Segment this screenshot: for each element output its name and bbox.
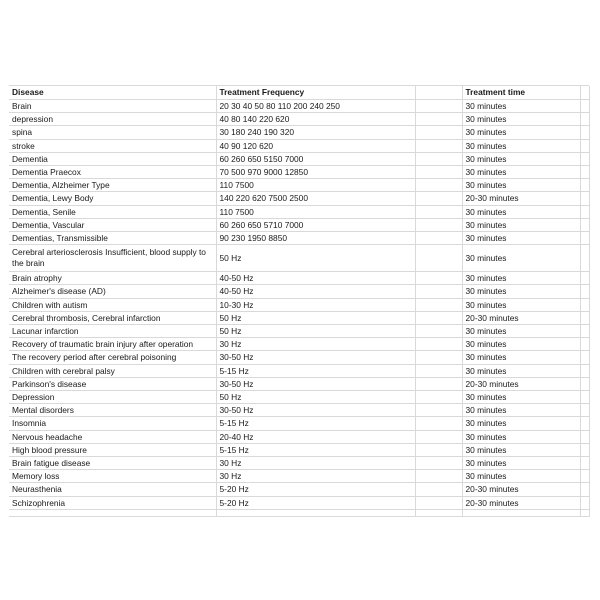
table-row bbox=[9, 113, 589, 126]
frequency-cell[interactable]: 20-40 Hz bbox=[216, 430, 415, 443]
disease-cell[interactable]: Alzheimer's disease (AD) bbox=[9, 285, 216, 298]
frequency-cell[interactable]: 30-50 Hz bbox=[216, 377, 415, 390]
frequency-cell[interactable]: 5-20 Hz bbox=[216, 496, 415, 509]
table-row bbox=[9, 192, 589, 205]
disease-cell[interactable]: Neurasthenia bbox=[9, 483, 216, 496]
tail-cell[interactable] bbox=[580, 470, 589, 483]
header-disease[interactable]: Disease bbox=[9, 86, 216, 100]
empty-cell[interactable] bbox=[415, 166, 462, 179]
frequency-cell[interactable]: 30 Hz bbox=[216, 457, 415, 470]
disease-cell[interactable]: High blood pressure bbox=[9, 443, 216, 456]
header-treatment-frequency[interactable]: Treatment Frequency bbox=[216, 86, 415, 100]
spreadsheet bbox=[9, 85, 589, 517]
time-cell[interactable]: 20-30 minutes bbox=[462, 377, 580, 390]
frequency-cell[interactable]: 40-50 Hz bbox=[216, 272, 415, 285]
table-row bbox=[9, 470, 589, 483]
table-row bbox=[9, 404, 589, 417]
frequency-cell[interactable]: 5-15 Hz bbox=[216, 364, 415, 377]
empty-cell[interactable] bbox=[415, 298, 462, 311]
tail-cell[interactable] bbox=[580, 404, 589, 417]
tail-cell[interactable] bbox=[580, 192, 589, 205]
empty-cell[interactable] bbox=[415, 364, 462, 377]
frequency-cell[interactable]: 30-50 Hz bbox=[216, 404, 415, 417]
disease-cell[interactable]: Insomnia bbox=[9, 417, 216, 430]
time-cell[interactable]: 20-30 minutes bbox=[462, 192, 580, 205]
empty-cell[interactable] bbox=[580, 509, 589, 516]
empty-cell[interactable] bbox=[415, 139, 462, 152]
empty-cell[interactable] bbox=[216, 509, 415, 516]
time-cell[interactable]: 30 minutes bbox=[462, 470, 580, 483]
frequency-cell[interactable]: 50 Hz bbox=[216, 325, 415, 338]
frequency-cell[interactable]: 50 Hz bbox=[216, 391, 415, 404]
table-row bbox=[9, 457, 589, 470]
tail-cell[interactable] bbox=[580, 338, 589, 351]
table-row bbox=[9, 218, 589, 231]
tail-cell[interactable] bbox=[580, 139, 589, 152]
tail-cell[interactable] bbox=[580, 205, 589, 218]
frequency-cell[interactable]: 30-50 Hz bbox=[216, 351, 415, 364]
time-cell[interactable]: 30 minutes bbox=[462, 166, 580, 179]
empty-cell[interactable] bbox=[415, 404, 462, 417]
disease-cell[interactable]: Parkinson's disease bbox=[9, 377, 216, 390]
empty-cell[interactable] bbox=[415, 126, 462, 139]
time-cell[interactable]: 30 minutes bbox=[462, 285, 580, 298]
frequency-cell[interactable]: 50 Hz bbox=[216, 245, 415, 272]
table-row bbox=[9, 377, 589, 390]
table-row bbox=[9, 179, 589, 192]
disease-cell[interactable]: Lacunar infarction bbox=[9, 325, 216, 338]
empty-cell[interactable] bbox=[415, 205, 462, 218]
time-cell[interactable]: 30 minutes bbox=[462, 218, 580, 231]
frequency-cell[interactable]: 5-15 Hz bbox=[216, 417, 415, 430]
disease-cell[interactable]: Dementia, Lewy Body bbox=[9, 192, 216, 205]
frequency-cell[interactable]: 40-50 Hz bbox=[216, 285, 415, 298]
time-cell[interactable]: 20-30 minutes bbox=[462, 311, 580, 324]
disease-cell[interactable]: Brain bbox=[9, 100, 216, 113]
empty-cell[interactable] bbox=[415, 430, 462, 443]
empty-cell[interactable] bbox=[415, 179, 462, 192]
frequency-cell[interactable]: 20 30 40 50 80 110 200 240 250 bbox=[216, 100, 415, 113]
table-body bbox=[9, 100, 589, 517]
frequency-cell[interactable]: 110 7500 bbox=[216, 179, 415, 192]
tail-cell[interactable] bbox=[580, 351, 589, 364]
table-row bbox=[9, 205, 589, 218]
disease-cell[interactable]: Memory loss bbox=[9, 470, 216, 483]
table-row bbox=[9, 364, 589, 377]
disease-cell[interactable]: Dementias, Transmissible bbox=[9, 232, 216, 245]
time-cell[interactable]: 30 minutes bbox=[462, 232, 580, 245]
time-cell[interactable]: 30 minutes bbox=[462, 100, 580, 113]
table-row bbox=[9, 152, 589, 165]
tail-cell[interactable] bbox=[580, 311, 589, 324]
time-cell[interactable]: 30 minutes bbox=[462, 245, 580, 272]
frequency-cell[interactable]: 40 80 140 220 620 bbox=[216, 113, 415, 126]
disease-cell[interactable]: Brain fatigue disease bbox=[9, 457, 216, 470]
table-row bbox=[9, 443, 589, 456]
header-treatment-time[interactable]: Treatment time bbox=[462, 86, 580, 100]
time-cell[interactable]: 30 minutes bbox=[462, 338, 580, 351]
empty-cell[interactable] bbox=[415, 325, 462, 338]
table-row bbox=[9, 351, 589, 364]
table-row bbox=[9, 391, 589, 404]
frequency-cell[interactable]: 140 220 620 7500 2500 bbox=[216, 192, 415, 205]
table-row bbox=[9, 126, 589, 139]
frequency-cell[interactable]: 10-30 Hz bbox=[216, 298, 415, 311]
time-cell[interactable]: 30 minutes bbox=[462, 404, 580, 417]
disease-cell[interactable]: stroke bbox=[9, 139, 216, 152]
disease-cell[interactable]: Dementia, Vascular bbox=[9, 218, 216, 231]
table-row bbox=[9, 417, 589, 430]
time-cell[interactable]: 30 minutes bbox=[462, 417, 580, 430]
disease-cell[interactable]: Depression bbox=[9, 391, 216, 404]
table-row bbox=[9, 272, 589, 285]
time-cell[interactable]: 30 minutes bbox=[462, 391, 580, 404]
time-cell[interactable]: 30 minutes bbox=[462, 113, 580, 126]
tail-cell[interactable] bbox=[580, 377, 589, 390]
table-row bbox=[9, 232, 589, 245]
disease-cell[interactable]: Schizophrenia bbox=[9, 496, 216, 509]
table-row bbox=[9, 496, 589, 509]
disease-cell[interactable]: Cerebral arteriosclerosis Insufficient, blood supply to the brain bbox=[9, 245, 216, 272]
tail-cell[interactable] bbox=[580, 325, 589, 338]
time-cell[interactable]: 30 minutes bbox=[462, 364, 580, 377]
empty-cell[interactable] bbox=[415, 338, 462, 351]
disease-cell[interactable]: spina bbox=[9, 126, 216, 139]
table-row bbox=[9, 100, 589, 113]
empty-cell[interactable] bbox=[415, 443, 462, 456]
time-cell[interactable]: 30 minutes bbox=[462, 179, 580, 192]
empty-cell[interactable] bbox=[415, 311, 462, 324]
time-cell[interactable]: 30 minutes bbox=[462, 430, 580, 443]
empty-cell[interactable] bbox=[415, 272, 462, 285]
frequency-cell[interactable]: 30 180 240 190 320 bbox=[216, 126, 415, 139]
table-row bbox=[9, 483, 589, 496]
frequency-cell[interactable]: 90 230 1950 8850 bbox=[216, 232, 415, 245]
table-row bbox=[9, 139, 589, 152]
empty-cell[interactable] bbox=[9, 509, 216, 516]
frequency-cell[interactable]: 60 260 650 5710 7000 bbox=[216, 218, 415, 231]
table-row bbox=[9, 245, 589, 272]
tail-cell[interactable] bbox=[580, 166, 589, 179]
time-cell[interactable]: 30 minutes bbox=[462, 205, 580, 218]
disease-cell[interactable]: Children with autism bbox=[9, 298, 216, 311]
disease-cell[interactable]: Dementia, Senile bbox=[9, 205, 216, 218]
empty-cell[interactable] bbox=[415, 509, 462, 516]
empty-cell[interactable] bbox=[415, 245, 462, 272]
tail-cell[interactable] bbox=[580, 483, 589, 496]
table-row bbox=[9, 166, 589, 179]
disease-cell[interactable]: Children with cerebral palsy bbox=[9, 364, 216, 377]
table-row bbox=[9, 430, 589, 443]
header-empty-cell[interactable] bbox=[415, 86, 462, 100]
frequency-cell[interactable]: 70 500 970 9000 12850 bbox=[216, 166, 415, 179]
empty-cell[interactable] bbox=[415, 391, 462, 404]
table-row bbox=[9, 311, 589, 324]
tail-cell[interactable] bbox=[580, 391, 589, 404]
empty-cell[interactable] bbox=[415, 417, 462, 430]
frequency-cell[interactable]: 5-15 Hz bbox=[216, 443, 415, 456]
time-cell[interactable]: 30 minutes bbox=[462, 152, 580, 165]
time-cell[interactable]: 30 minutes bbox=[462, 126, 580, 139]
tail-cell[interactable] bbox=[580, 430, 589, 443]
disease-cell[interactable]: The recovery period after cerebral poisoning bbox=[9, 351, 216, 364]
tail-cell[interactable] bbox=[580, 443, 589, 456]
time-cell[interactable]: 20-30 minutes bbox=[462, 496, 580, 509]
empty-cell[interactable] bbox=[415, 457, 462, 470]
time-cell[interactable]: 30 minutes bbox=[462, 351, 580, 364]
header-row bbox=[9, 86, 589, 100]
tail-cell[interactable] bbox=[580, 232, 589, 245]
frequency-cell[interactable]: 40 90 120 620 bbox=[216, 139, 415, 152]
disease-cell[interactable]: Dementia, Alzheimer Type bbox=[9, 179, 216, 192]
tail-cell[interactable] bbox=[580, 496, 589, 509]
time-cell[interactable]: 30 minutes bbox=[462, 443, 580, 456]
tail-cell[interactable] bbox=[580, 364, 589, 377]
empty-cell[interactable] bbox=[415, 496, 462, 509]
tail-cell[interactable] bbox=[580, 179, 589, 192]
tail-cell[interactable] bbox=[580, 218, 589, 231]
empty-cell[interactable] bbox=[415, 285, 462, 298]
table-row bbox=[9, 298, 589, 311]
empty-cell[interactable] bbox=[415, 232, 462, 245]
frequency-cell[interactable]: 60 260 650 5150 7000 bbox=[216, 152, 415, 165]
empty-cell[interactable] bbox=[415, 218, 462, 231]
frequency-cell[interactable]: 5-20 Hz bbox=[216, 483, 415, 496]
time-cell[interactable]: 30 minutes bbox=[462, 298, 580, 311]
empty-cell[interactable] bbox=[415, 100, 462, 113]
tail-cell[interactable] bbox=[580, 152, 589, 165]
disease-cell[interactable]: Recovery of traumatic brain injury after operation bbox=[9, 338, 216, 351]
tail-cell[interactable] bbox=[580, 272, 589, 285]
empty-cell[interactable] bbox=[415, 192, 462, 205]
empty-cell[interactable] bbox=[415, 113, 462, 126]
time-cell[interactable]: 20-30 minutes bbox=[462, 483, 580, 496]
frequency-cell[interactable]: 110 7500 bbox=[216, 205, 415, 218]
tail-cell[interactable] bbox=[580, 126, 589, 139]
time-cell[interactable]: 30 minutes bbox=[462, 139, 580, 152]
blank-row bbox=[9, 509, 589, 516]
disease-cell[interactable]: Mental disorders bbox=[9, 404, 216, 417]
empty-cell[interactable] bbox=[415, 351, 462, 364]
tail-cell[interactable] bbox=[580, 298, 589, 311]
disease-cell[interactable]: depression bbox=[9, 113, 216, 126]
treatment-table bbox=[9, 86, 590, 517]
empty-cell[interactable] bbox=[415, 483, 462, 496]
empty-cell[interactable] bbox=[415, 470, 462, 483]
empty-cell[interactable] bbox=[462, 509, 580, 516]
disease-cell[interactable]: Dementia Praecox bbox=[9, 166, 216, 179]
frequency-cell[interactable]: 30 Hz bbox=[216, 338, 415, 351]
frequency-cell[interactable]: 50 Hz bbox=[216, 311, 415, 324]
disease-cell[interactable]: Brain atrophy bbox=[9, 272, 216, 285]
tail-cell[interactable] bbox=[580, 417, 589, 430]
time-cell[interactable]: 30 minutes bbox=[462, 325, 580, 338]
tail-cell[interactable] bbox=[580, 285, 589, 298]
tail-cell[interactable] bbox=[580, 457, 589, 470]
time-cell[interactable]: 30 minutes bbox=[462, 272, 580, 285]
empty-cell[interactable] bbox=[415, 152, 462, 165]
table-row bbox=[9, 325, 589, 338]
tail-cell[interactable] bbox=[580, 245, 589, 272]
disease-cell[interactable]: Nervous headache bbox=[9, 430, 216, 443]
time-cell[interactable]: 30 minutes bbox=[462, 457, 580, 470]
table-row bbox=[9, 285, 589, 298]
frequency-cell[interactable]: 30 Hz bbox=[216, 470, 415, 483]
disease-cell[interactable]: Dementia bbox=[9, 152, 216, 165]
tail-cell[interactable] bbox=[580, 100, 589, 113]
disease-cell[interactable]: Cerebral thrombosis, Cerebral infarction bbox=[9, 311, 216, 324]
tail-cell[interactable] bbox=[580, 113, 589, 126]
empty-cell[interactable] bbox=[415, 377, 462, 390]
header-tail-cell[interactable] bbox=[580, 86, 589, 100]
table-row bbox=[9, 338, 589, 351]
